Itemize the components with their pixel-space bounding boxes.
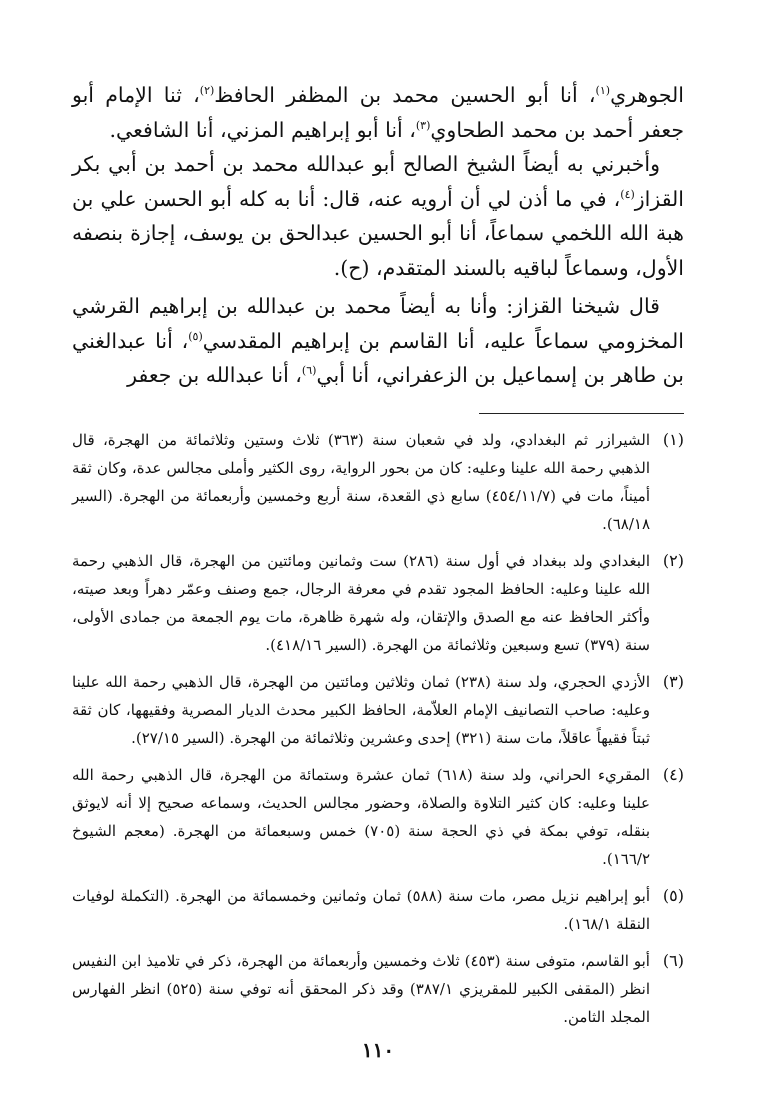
- footnote-ref-6: (٦): [301, 364, 317, 378]
- page-number: ١١٠: [361, 1038, 395, 1062]
- footnote-4: [72, 761, 684, 873]
- footnote-number: (٦): [662, 951, 684, 970]
- footnote-2: [72, 547, 684, 659]
- footnote-text: أبو القاسم، متوفى سنة (٤٥٣) ثلاث وخمسين وأربعمائة من الهجرة، ذكر في تلاميذ ابن النفيس انظر (المقفى الكبير للمقريزي ٣٨٧/١) وقد ذكر المحقق أنه توفي سنة (٥٢٥) انظر الفهارس المجلد الثامن.: [72, 952, 650, 1026]
- footnote-text: الشيرازر ثم البغدادي، ولد في شعبان سنة (٣٦٣) ثلاث وستين وثلاثمائة من الهجرة، قال الذهبي رحمة الله علينا وعليه: كان من بحور الرواية، روى الكثير وأملى مجالس عدة، وكان ثقة أميناً، مات في (٤٥٤/١١/٧) سابع ذي القعدة، سنة أربع وخمسين وأربعمائة من الهجرة. (السير ٦٨/١٨).: [72, 431, 650, 533]
- footnote-text: البغدادي ولد ببغداد في أول سنة (٢٨٦) ست وثمانين ومائتين من الهجرة، قال الذهبي رحمة الله علينا وعليه: الحافظ المجود تقدم في معرفة الرجال، جمع وصنف وعمّر دهراً وبعد صيته، وأكثر الحافظ عنه مع الصدق والإتقان، وله شهرة ظاهرة، مات يوم الجمعة من جمادى الأولى، سنة (٣٧٩) تسع وسبعين وثلاثمائة من الهجرة. (السير ٤١٨/١٦).: [72, 552, 650, 654]
- footnote-6: [72, 947, 684, 1031]
- paragraph-1: الجوهري$^{(١)}$، أنا أبو الحسين محمد بن المظفر الحافظ$^{(٢)}$، ثنا الإمام أبو جعفر أحمد بن محمد الطحاوي$^{(٣)}$، أنا أبو إبراهيم المزني، أنا الشافعي.: [72, 83, 684, 142]
- footnote-1: [72, 426, 684, 538]
- footnote-5: [72, 882, 684, 938]
- footnote-ref-5: (٥): [188, 329, 203, 343]
- main-text: [72, 78, 684, 393]
- footnote-ref-1: (١): [595, 84, 611, 98]
- paragraph-3: قال شيخنا القزاز: وأنا به أيضاً محمد بن عبدالله بن إبراهيم القرشي المخزومي سماعاً عليه، أنا القاسم بن إبراهيم المقدسي$^{(٥)}$، أنا عبدالغني بن طاهر بن إسماعيل بن الزعفراني، أنا أبي$^{(٦)}$، أنا عبدالله بن جعفر: [72, 294, 684, 387]
- footnote-3: [72, 668, 684, 752]
- footnote-number: (٣): [662, 672, 684, 691]
- footnote-number: (١): [662, 430, 684, 449]
- paragraph-2: وأخبرني به أيضاً الشيخ الصالح أبو عبدالله محمد بن أحمد بن أبي بكر القزاز$^{(٤)}$، في ما أذن لي أن أرويه عنه، قال: أنا به كله أبو الحسن علي بن هبة الله اللخمي سماعاً، أنا أبو الحسين عبدالحق بن يوسف، إجازة بنصفه الأول، وسماعاً لباقيه بالسند المتقدم، (ح).: [72, 152, 684, 280]
- footnote-separator: [479, 413, 684, 414]
- footnotes: [72, 426, 684, 1040]
- footnote-ref-2: (٢): [199, 84, 215, 98]
- footnote-text: الأزدي الحجري، ولد سنة (٢٣٨) ثمان وثلاثين ومائتين من الهجرة، قال الذهبي رحمة الله علينا وعليه: صاحب التصانيف الإمام العلاّمة، الحافظ الكبير محدث الديار المصرية وفقيهها، كان ثقة ثبتاً فقيهاً عاقلاً، مات سنة (٣٢١) إحدى وعشرين وثلاثمائة من الهجرة. (السير ٢٧/١٥).: [72, 673, 650, 747]
- footnote-number: (٥): [662, 886, 684, 905]
- footnote-ref-4: (٤): [620, 187, 635, 201]
- book-page: [72, 78, 684, 1088]
- footnote-number: (٤): [662, 765, 684, 784]
- footnote-text: أبو إبراهيم نزيل مصر، مات سنة (٥٨٨) ثمان وثمانين وخمسمائة من الهجرة. (التكملة لوفيات النقلة ١٦٨/١).: [72, 887, 650, 933]
- footnote-number: (٢): [662, 551, 684, 570]
- footnote-text: المقريء الحراني، ولد سنة (٦١٨) ثمان عشرة وستمائة من الهجرة، قال الذهبي رحمة الله علينا وعليه: كان كثير التلاوة والصلاة، وحضور مجالس الحديث، وسماعه صحيح إلا أنه لايوثق بنقله، توفي بمكة في ذي الحجة سنة (٧٠٥) خمس وسبعمائة من الهجرة. (معجم الشيوخ ١٦٦/٢).: [72, 766, 651, 868]
- footnote-ref-3: (٣): [415, 118, 431, 132]
